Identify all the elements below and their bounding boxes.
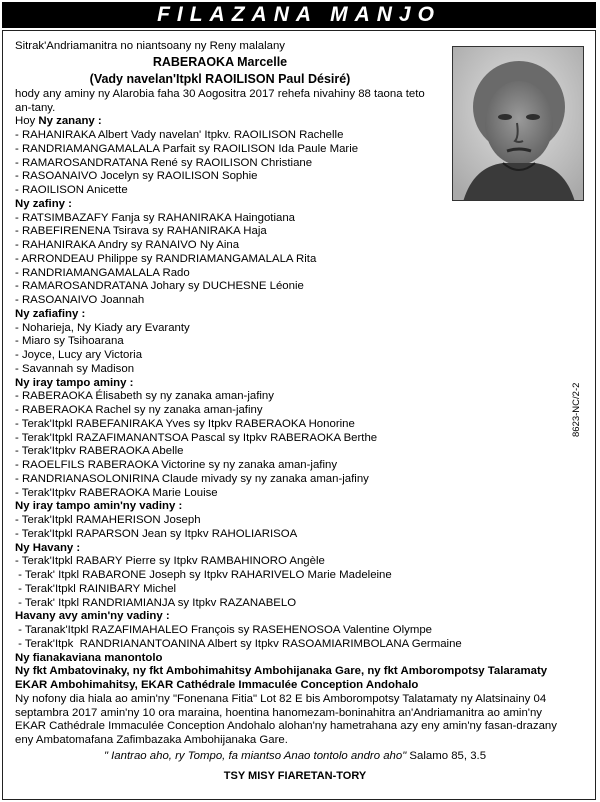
family-member-line: - RAMAROSANDRATANA Johary sy DUCHESNE Léonie (15, 280, 304, 293)
section-title: Ny zafiafiny : (15, 307, 86, 320)
section-heading (15, 198, 575, 212)
section-title: Havany avy amin'ny vadiny : (15, 610, 170, 623)
notice-body (15, 40, 575, 783)
family-sections (15, 115, 575, 651)
family-member-line: - RAOILISON Anicette (15, 184, 128, 196)
family-member-line: - RATSIMBAZAFY Fanja sy RAHANIRAKA Haingotiana (15, 211, 296, 224)
section-heading (15, 610, 575, 624)
intro-line: Sitrak'Andriamanitra no niantsoany ny Reny malalany (15, 40, 285, 52)
family-member-line: - Terak' Itpkl RANDRIAMIANJA sy Itpkv RAZANABELO (15, 596, 297, 609)
family-member-line: - Taranak'Itpkl RAZAFIMAHALEO François sy RASEHENOSOA Valentine Olympe (15, 624, 433, 636)
section-title: Ny iray tampo amin'ny vadiny : (15, 500, 183, 513)
family-member-line: - Terak'Itpkl RAPARSON Jean sy Itpkv RAHOLIARISOA (15, 527, 298, 540)
family-member-line: - Miaro sy Tsihoarana (15, 335, 124, 348)
section-heading (15, 377, 575, 391)
verse-text: " Iantrao aho, ry Tompo, fa miantso Anao tontolo andro aho" (103, 749, 407, 762)
verse-reference: Salamo 85, 3.5 (406, 749, 487, 762)
family-member-line: - RABEFIRENENA Tsirava sy RAHANIRAKA Haja (15, 225, 267, 238)
section-title: Ny zanany : (38, 115, 102, 128)
family-member-line: - RANDRIAMANGAMALALA Rado (15, 266, 190, 279)
family-member-line: - RASOANAIVO Jocelyn sy RAOILISON Sophie (15, 170, 258, 183)
reference-code: 8623-NC/2-2 (571, 382, 582, 438)
section-title: Ny iray tampo aminy : (15, 376, 134, 389)
family-member-line: - Terak'Itpkl RAMAHERISON Joseph (15, 514, 201, 526)
family-member-line: - Joyce, Lucy ary Victoria (15, 349, 143, 361)
funeral-announcement: Ny nofony dia hiala ao amin'ny "Fonenana Fitia" Lot 82 E bis Amborompotsy Talatamaty ny Alatsinainy 04 septambra 2017 amin'ny 10 ora maraina, hoentina hanomezam-boninahitra an'Andriamanitra ao amin'ny EKAR Cathédrale Immaculée Conception Andohalo alohan'ny hametrahana azy eny amin'ny fasan-drazany eny Ambatomafana Zafimbazaka Ambohijanaka Gare. (15, 692, 557, 746)
family-member-line: - Terak'Itpk RANDRIANANTOANINA Albert sy Itpkv RASOAMIARIMBOLANA Germaine (15, 637, 462, 650)
section-title: Ny zafiny : (15, 197, 72, 210)
church-list: Ny fkt Ambatovinaky, ny fkt Ambohimahitsy Ambohijanaka Gare, ny fkt Amborompotsy Talaramaty EKAR Ambohimahitsy, EKAR Cathédrale Immaculée Conception Andohalo (15, 665, 548, 691)
section-heading (15, 308, 575, 322)
family-member-line: - Savannah sy Madison (15, 362, 135, 375)
families-heading: Ny fianakaviana manontolo (15, 651, 163, 664)
family-member-line: - Terak'Itpkl RABEFANIRAKA Yves sy Itpkv RABERAOKA Honorine (15, 417, 355, 430)
bible-verse (15, 750, 575, 764)
family-member-line: - Terak'Itpkl RAZAFIMANANTSOA Pascal sy Itpkv RABERAOKA Berthe (15, 431, 378, 444)
family-member-line: - Terak' Itpkl RABARONE Joseph sy Itpkv RAHARIVELO Marie Madeleine (15, 569, 392, 581)
family-member-line: - Terak'Itpkl RAINIBARY Michel (15, 582, 177, 595)
family-member-line: - RAHANIRAKA Andry sy RANAIVO Ny Aina (15, 239, 240, 251)
deceased-name: RABERAOKA Marcelle (152, 54, 288, 69)
family-member-line: - RANDRIAMANGAMALALA Parfait sy RAOILISON Ida Paule Marie (15, 142, 359, 155)
family-member-line: - RASOANAIVO Joannah (15, 294, 145, 306)
deceased-spouse: (Vady navelan'Itpkl RAOILISON Paul Désiré) (89, 71, 351, 86)
death-notice: hody any aminy ny Alarobia faha 30 Aogositra 2017 rehefa nivahiny 88 taona teto an-tany. (15, 87, 425, 114)
family-member-line: - Terak'Itpkl RABARY Pierre sy Itpkv RAMBAHINORO Angèle (15, 555, 325, 568)
section-title: Ny Havany : (15, 541, 81, 554)
section-heading (15, 500, 575, 514)
family-member-line: - RAOELFILS RABERAOKA Victorine sy ny zanaka aman-jafiny (15, 459, 338, 471)
family-member-line: - Terak'Itpkv RABERAOKA Marie Louise (15, 486, 218, 499)
section-prefix: Hoy (15, 115, 39, 128)
family-member-line: - RABERAOKA Rachel sy ny zanaka aman-jafiny (15, 404, 263, 416)
section-heading (15, 542, 575, 556)
family-member-line: - Terak'Itpkv RABERAOKA Abelle (15, 445, 184, 458)
no-condolences-note: TSY MISY FIARETAN-TORY (223, 769, 367, 782)
family-member-line: - RAMAROSANDRATANA René sy RAOILISON Christiane (15, 156, 313, 169)
family-member-line: - ARRONDEAU Philippe sy RANDRIAMANGAMALALA Rita (15, 252, 317, 265)
section-heading (15, 115, 575, 129)
family-member-line: - Noharieja, Ny Kiady ary Evaranty (15, 321, 190, 334)
notice-banner: FILAZANA MANJO (2, 2, 596, 28)
family-member-line: - RAHANIRAKA Albert Vady navelan' Itpkv. RAOILISON Rachelle (15, 129, 344, 141)
family-member-line: - RANDRIANASOLONIRINA Claude mivady sy ny zanaka aman-jafiny (15, 472, 369, 485)
family-member-line: - RABERAOKA Élisabeth sy ny zanaka aman-jafiny (15, 390, 274, 403)
